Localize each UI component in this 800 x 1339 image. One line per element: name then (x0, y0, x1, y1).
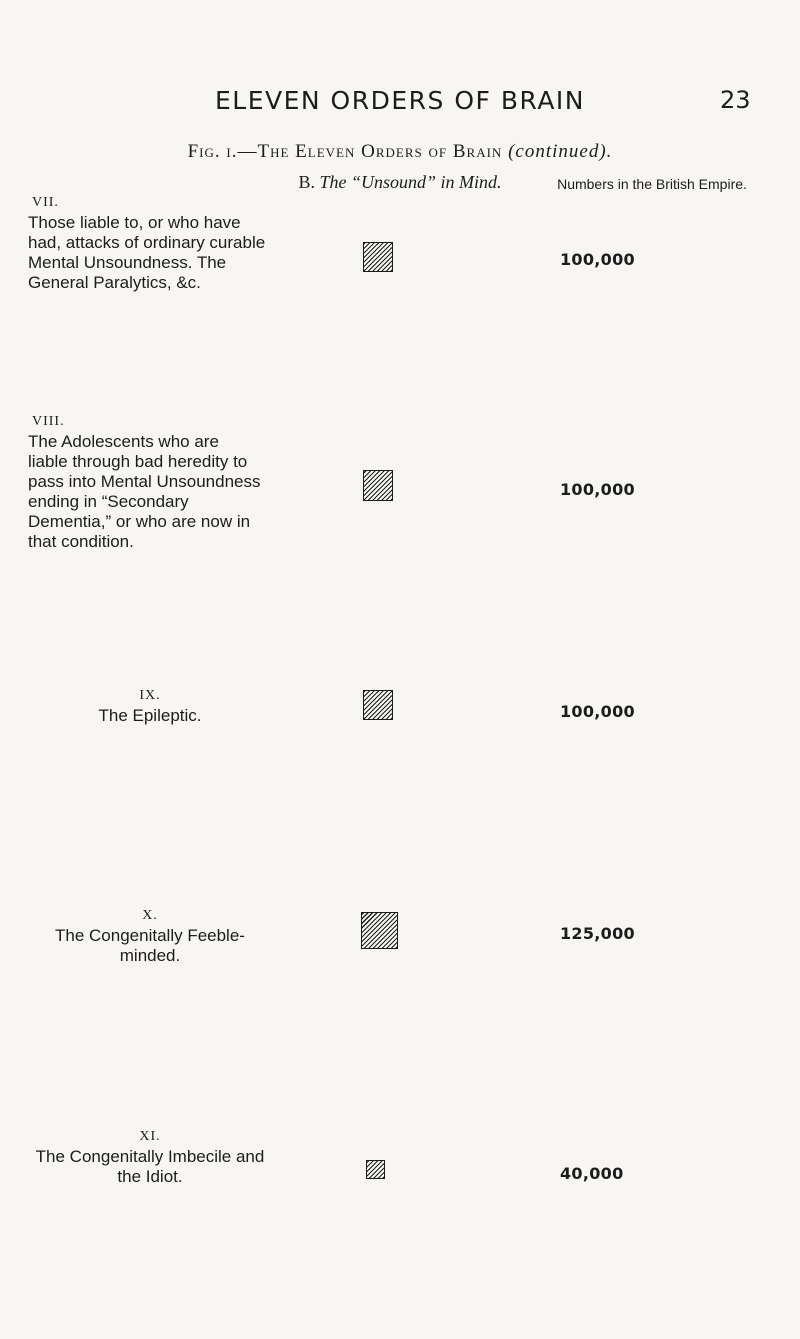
hatched-bar-marker (363, 242, 393, 272)
order-description: The Adolescents who are liable through bad heredity to pass into Mental Unsoundness ending in “Secondary Dementia,” or who are now in that condition. (28, 432, 261, 551)
figure-continued: (continued). (508, 141, 613, 162)
section-letter: B. (298, 172, 315, 192)
order-count: 100,000 (560, 480, 635, 499)
order-count: 125,000 (560, 924, 635, 943)
order-numeral: XI. (139, 1129, 161, 1144)
order-description: The Congenitally Feeble-minded. (55, 926, 245, 965)
hatched-bar-marker (366, 1160, 385, 1179)
order-numeral: VIII. (32, 414, 65, 429)
hatched-bar-marker (363, 470, 393, 501)
order-numeral: IX. (139, 688, 161, 703)
order-numeral: X. (142, 908, 158, 923)
order-description: The Epileptic. (98, 706, 202, 725)
hatched-bar-marker (361, 912, 398, 949)
column-header: Numbers in the British Empire. (557, 176, 747, 192)
hatched-bar-marker (363, 690, 393, 720)
running-title: ELEVEN ORDERS OF BRAIN (214, 86, 586, 115)
order-ix-description-block (60, 686, 240, 726)
order-x-description-block (55, 906, 245, 966)
order-xi-description-block (30, 1127, 270, 1187)
order-numeral: VII. (32, 195, 59, 210)
page-number: 23 (720, 86, 751, 114)
order-description: The Congenitally Imbecile and the Idiot. (35, 1147, 265, 1186)
order-vii-description-block (28, 193, 278, 293)
order-description: Those liable to, or who have had, attacks of ordinary curable Mental Unsoundness. The General Paralytics, &c. (28, 213, 266, 292)
figure-label: Fig. i. (187, 141, 238, 162)
order-viii-description-block (28, 412, 263, 552)
order-count: 100,000 (560, 702, 635, 721)
order-count: 40,000 (560, 1164, 624, 1183)
order-count: 100,000 (560, 250, 635, 269)
figure-title: —The Eleven Orders of Brain (237, 141, 503, 162)
figure-caption (0, 141, 800, 163)
section-title: The “Unsound” in Mind. (319, 172, 502, 192)
